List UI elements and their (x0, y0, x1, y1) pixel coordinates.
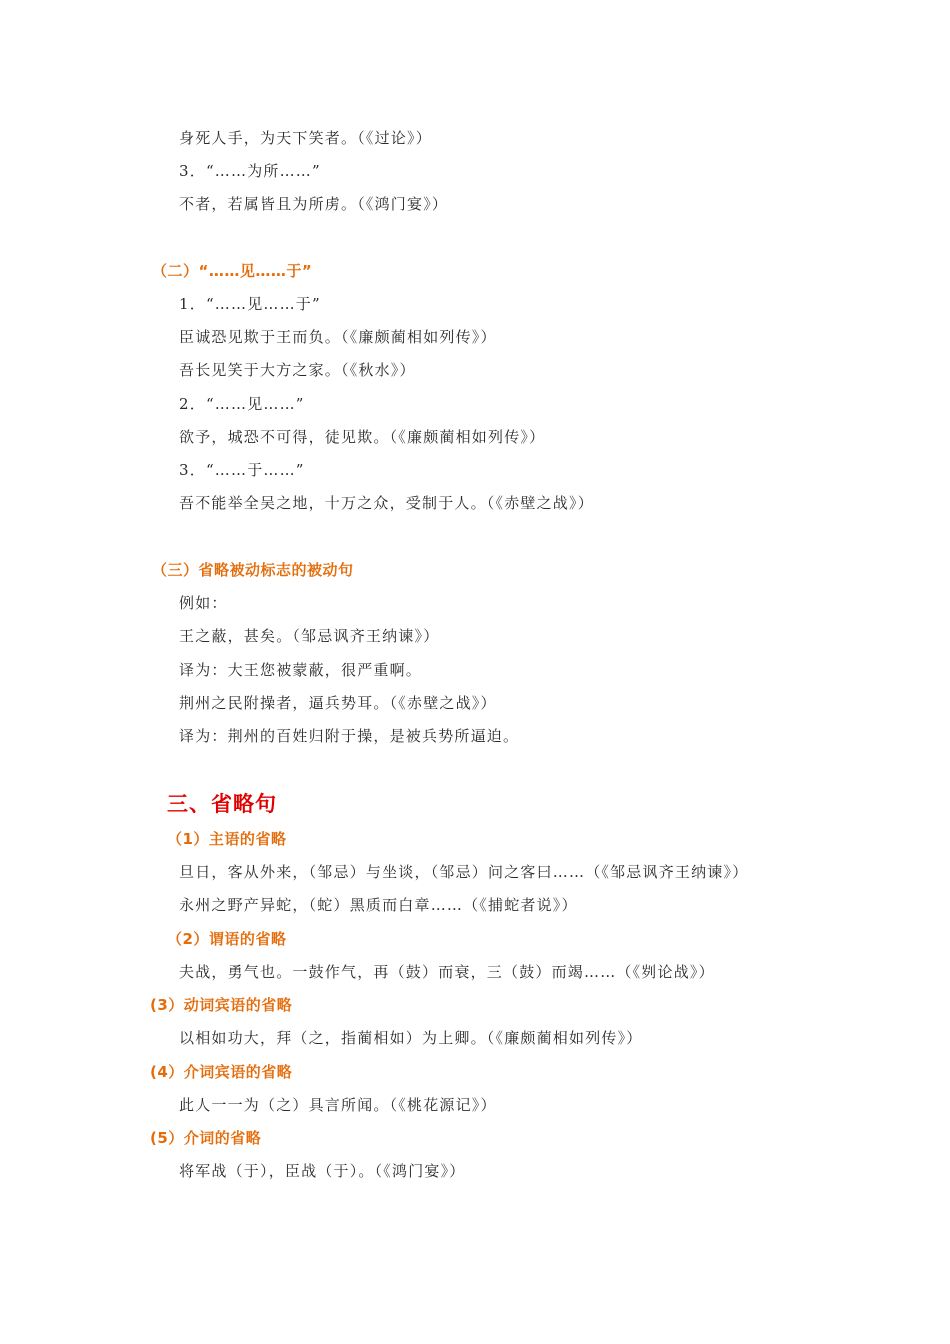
section-subheading: （1）主语的省略 (167, 830, 287, 848)
text-line: 荆州之民附操者，逼兵势耳。（《赤壁之战》） (179, 694, 497, 712)
text-line: 旦日，客从外来，（邹忌）与坐谈，（邹忌）问之客曰……（《邹忌讽齐王纳谏》） (179, 863, 749, 881)
text-line: 例如： (179, 594, 228, 612)
text-line: 王之蔽，甚矣。（邹忌讽齐王纳谏》） (179, 627, 440, 645)
text-line: 身死人手，为天下笑者。（《过论》） (179, 129, 432, 147)
text-line: 译为：荆州的百姓归附于操，是被兵势所逼迫。 (179, 727, 520, 745)
section-subheading: (5）介词的省略 (150, 1129, 262, 1147)
list-heading: 2．“……见……” (179, 395, 305, 413)
text-line: 欲予，城恐不可得，徒见欺。（《廉颇蔺相如列传》） (179, 428, 546, 446)
section-heading: 三、省略句 (167, 792, 277, 816)
text-line: 吾长见笑于大方之家。（《秋水》） (179, 361, 416, 379)
text-line: 以相如功大，拜（之，指蔺相如）为上卿。（《廉颇蔺相如列传》） (179, 1029, 643, 1047)
section-subheading: (3）动词宾语的省略 (150, 996, 293, 1014)
text-line: 吾不能举全吴之地，十万之众，受制于人。（《赤壁之战》） (179, 494, 594, 512)
text-line: 夫战，勇气也。一鼓作气，再（鼓）而衰，三（鼓）而竭……（《刿论战》） (179, 963, 715, 981)
section-subheading: （二）“……见……于” (152, 262, 313, 280)
section-subheading: （三）省略被动标志的被动句 (152, 561, 354, 579)
text-line: 不者，若属皆且为所虏。（《鸿门宴》） (179, 195, 449, 213)
section-subheading: （2）谓语的省略 (167, 930, 287, 948)
text-line: 译为：大王您被蒙蔽，很严重啊。 (179, 661, 423, 679)
text-line: 臣诚恐见欺于王而负。（《廉颇蔺相如列传》） (179, 328, 497, 346)
text-line: 永州之野产异蛇，（蛇）黑质而白章……（《捕蛇者说》） (179, 896, 578, 914)
text-line: 将军战（于），臣战（于）。（《鸿门宴》） (179, 1162, 466, 1180)
text-line: 此人一一为（之）具言所闻。（《桃花源记》） (179, 1096, 497, 1114)
list-heading: 3．“……于……” (179, 461, 305, 479)
list-heading: 1．“……见……于” (179, 295, 321, 313)
section-subheading: (4）介词宾语的省略 (150, 1063, 293, 1081)
list-heading: 3．“……为所……” (179, 162, 321, 180)
